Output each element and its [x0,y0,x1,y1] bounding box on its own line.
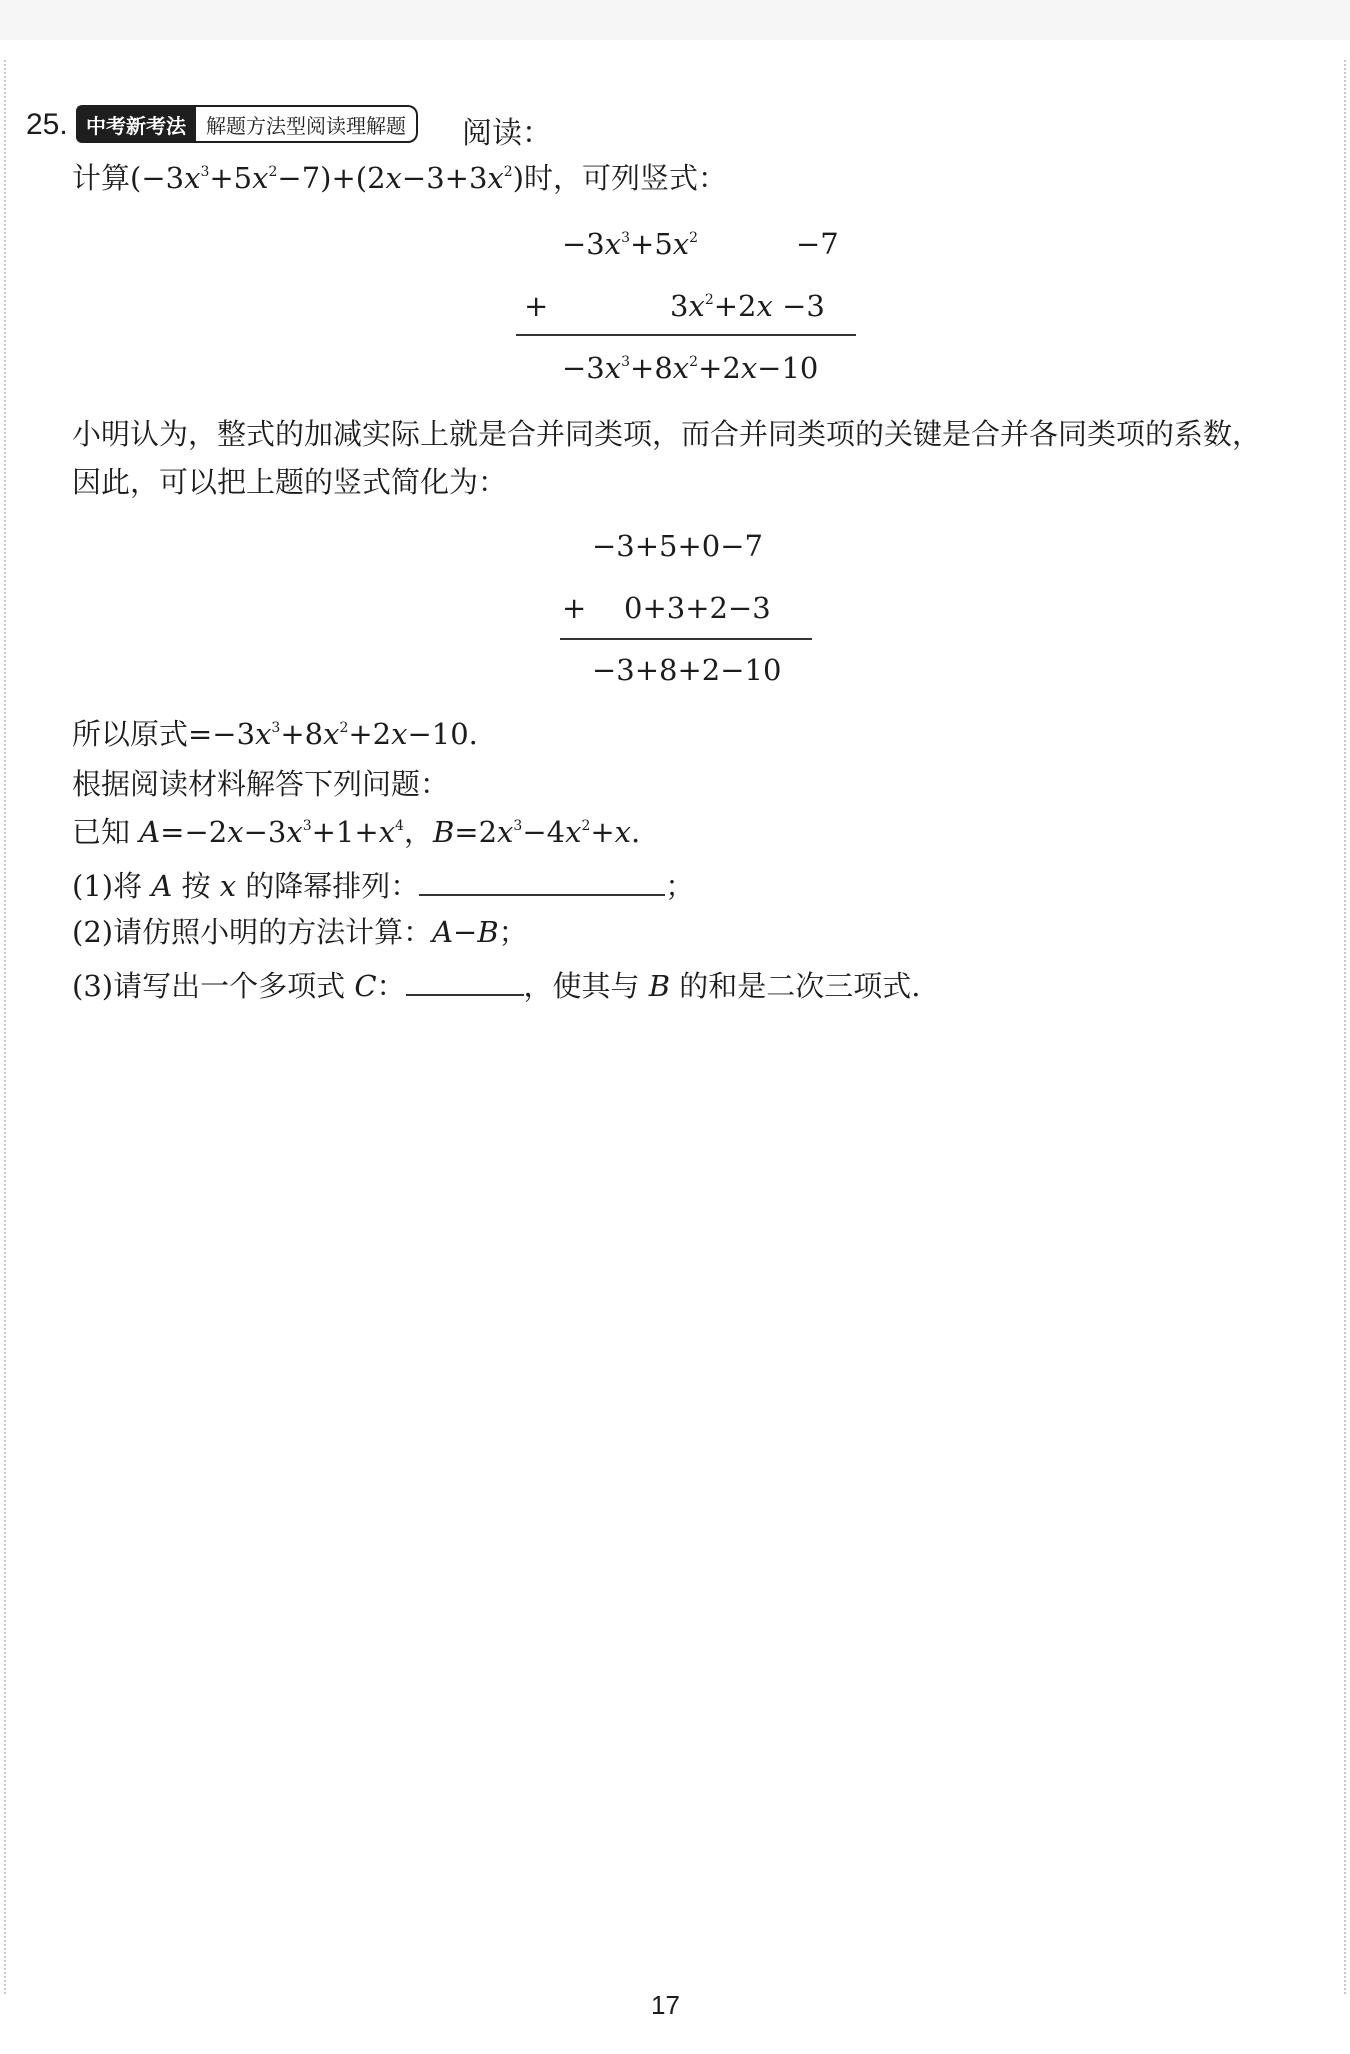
left-border [4,60,6,1994]
calc-intro: 计算$(-3x^3+5x^2-7)+(2x-3+3x^2)$时，可列竖式： [72,161,727,195]
right-border [1344,60,1346,1994]
reading-label: 阅读： [462,116,552,151]
vertical1-row2-terms: $3x^2+2x -3$ [670,289,825,323]
part1-answer-blank[interactable] [419,868,665,896]
top-band [0,0,1350,40]
vertical2-plus-sign: + [562,591,587,625]
badge-new-method: 中考新考法 [76,105,196,143]
vertical1-rule [516,334,856,336]
part2: (2)请仿照小明的方法计算：A−B； [72,915,528,949]
vertical1-plus-sign: + [524,289,549,323]
part1: (1)将 A 按 x 的降幂排列： ； [72,869,695,903]
question-badge [76,105,418,143]
part3: (3)请写出一个多项式 C： ，使其与 B 的和是二次三项式. [72,969,921,1003]
page-number: 17 [651,1990,680,2020]
vertical1-row1-const: −7 [796,227,839,261]
vertical2-row1: −3+5+0−7 [592,529,763,563]
vertical1-row1-terms: $-3x^3+5x^2$ [562,227,699,261]
task-intro: 根据阅读材料解答下列问题： [72,767,450,801]
vertical2-row3: −3+8+2−10 [592,653,782,687]
xiaoming-line2: 因此，可以把上题的竖式简化为： [72,465,508,499]
vertical2-row2: 0+3+2−3 [624,591,771,625]
part3-answer-blank[interactable] [406,968,524,996]
vertical2-rule [560,638,812,640]
question-number: 25. [26,108,68,141]
badge-type: 解题方法型阅读理解题 [196,105,418,143]
xiaoming-line1: 小明认为，整式的加减实际上就是合并同类项，而合并同类项的关键是合并各同类项的系数， [72,417,1262,451]
given-line: 已知 $A=-2x-3x^3+1+x^4$，$B=2x^3-4x^2+x$. [72,815,641,849]
vertical1-row3: $-3x^3+8x^2+2x-10$ [562,351,819,385]
result-line: 所以原式$=-3x^3+8x^2+2x-10$. [72,717,478,751]
